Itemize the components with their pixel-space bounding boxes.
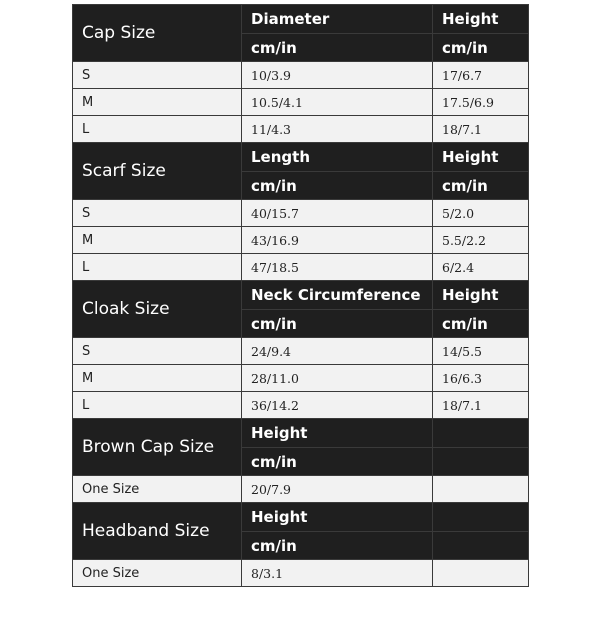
- measurement-value: 6/2.4: [433, 254, 529, 281]
- unit-label-empty: [433, 448, 529, 476]
- unit-label: cm/in: [433, 34, 529, 62]
- size-chart-table: [72, 4, 529, 587]
- section-title: Cap Size: [73, 5, 242, 62]
- measurement-value: 40/15.7: [242, 200, 433, 227]
- table-row: [73, 116, 529, 143]
- unit-label: cm/in: [242, 310, 433, 338]
- unit-label: cm/in: [242, 532, 433, 560]
- section-header-row: [73, 5, 529, 34]
- size-label: One Size: [73, 476, 242, 503]
- measurement-value: 14/5.5: [433, 338, 529, 365]
- measurement-value: 5.5/2.2: [433, 227, 529, 254]
- unit-label: cm/in: [433, 310, 529, 338]
- column-header: Length: [242, 143, 433, 172]
- measurement-value: 28/11.0: [242, 365, 433, 392]
- unit-label: cm/in: [242, 34, 433, 62]
- measurement-value: 17/6.7: [433, 62, 529, 89]
- size-label: M: [73, 227, 242, 254]
- size-label: L: [73, 392, 242, 419]
- column-header: Height: [242, 503, 433, 532]
- section-header-row: [73, 503, 529, 532]
- size-label: L: [73, 254, 242, 281]
- measurement-value-empty: [433, 476, 529, 503]
- measurement-value: 20/7.9: [242, 476, 433, 503]
- table-row: [73, 560, 529, 587]
- measurement-value: 5/2.0: [433, 200, 529, 227]
- measurement-value: 18/7.1: [433, 392, 529, 419]
- size-label: S: [73, 200, 242, 227]
- table-row: [73, 365, 529, 392]
- measurement-value: 11/4.3: [242, 116, 433, 143]
- table-row: [73, 338, 529, 365]
- section-header-row: [73, 419, 529, 448]
- size-label: M: [73, 365, 242, 392]
- measurement-value-empty: [433, 560, 529, 587]
- table-row: [73, 89, 529, 116]
- measurement-value: 36/14.2: [242, 392, 433, 419]
- column-header-empty: [433, 419, 529, 448]
- table-row: [73, 254, 529, 281]
- column-header: Height: [433, 281, 529, 310]
- table-row: [73, 227, 529, 254]
- measurement-value: 10.5/4.1: [242, 89, 433, 116]
- measurement-value: 8/3.1: [242, 560, 433, 587]
- section-header-row: [73, 281, 529, 310]
- column-header: Neck Circumference: [242, 281, 433, 310]
- measurement-value: 43/16.9: [242, 227, 433, 254]
- table-row: [73, 62, 529, 89]
- column-header: Height: [433, 143, 529, 172]
- measurement-value: 18/7.1: [433, 116, 529, 143]
- size-label: L: [73, 116, 242, 143]
- size-label: S: [73, 338, 242, 365]
- size-label: S: [73, 62, 242, 89]
- section-title: Cloak Size: [73, 281, 242, 338]
- section-title: Scarf Size: [73, 143, 242, 200]
- unit-label-empty: [433, 532, 529, 560]
- section-header-row: [73, 143, 529, 172]
- measurement-value: 16/6.3: [433, 365, 529, 392]
- column-header: Diameter: [242, 5, 433, 34]
- column-header: Height: [242, 419, 433, 448]
- section-title: Brown Cap Size: [73, 419, 242, 476]
- table-row: [73, 476, 529, 503]
- unit-label: cm/in: [433, 172, 529, 200]
- unit-label: cm/in: [242, 448, 433, 476]
- column-header-empty: [433, 503, 529, 532]
- measurement-value: 10/3.9: [242, 62, 433, 89]
- size-label: One Size: [73, 560, 242, 587]
- measurement-value: 17.5/6.9: [433, 89, 529, 116]
- measurement-value: 47/18.5: [242, 254, 433, 281]
- table-row: [73, 200, 529, 227]
- column-header: Height: [433, 5, 529, 34]
- table-row: [73, 392, 529, 419]
- size-label: M: [73, 89, 242, 116]
- measurement-value: 24/9.4: [242, 338, 433, 365]
- section-title: Headband Size: [73, 503, 242, 560]
- unit-label: cm/in: [242, 172, 433, 200]
